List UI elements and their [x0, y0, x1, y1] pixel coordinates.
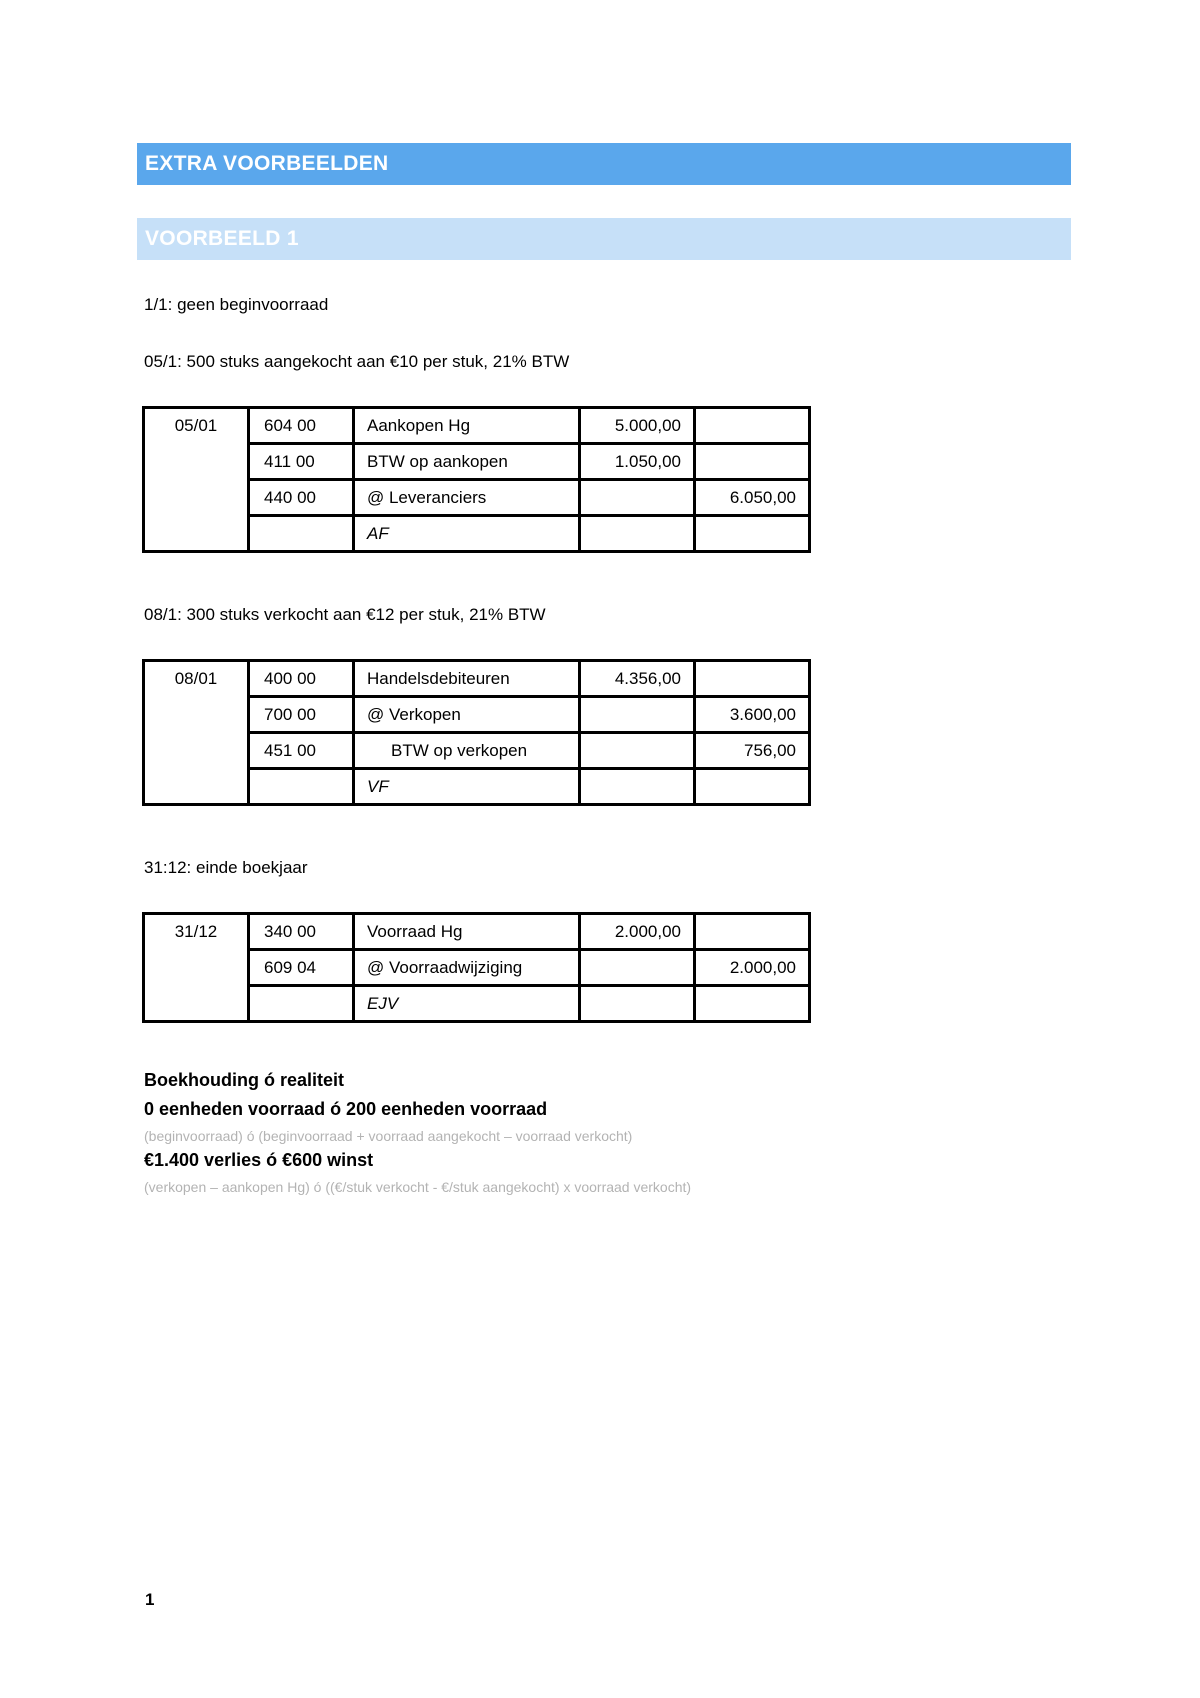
entry-date: 31/12: [144, 914, 249, 1022]
begin-inventory-line: 1/1: geen beginvoorraad: [144, 295, 329, 314]
account-name: @ Voorraadwijziging: [354, 950, 580, 986]
account-code: [249, 516, 354, 552]
page-number: 1: [145, 1590, 155, 1609]
table-row: [144, 914, 810, 950]
journal-entry-purchase: [142, 406, 811, 553]
debit-amount: 1.050,00: [580, 444, 695, 480]
example-heading: VOORBEELD 1: [137, 218, 1071, 260]
summary-result-note: (verkopen – aankopen Hg) ó ((€/stuk verkocht - €/stuk aangekocht) x voorraad verkocht): [144, 1179, 692, 1195]
account-code: [249, 769, 354, 805]
account-code: 700 00: [249, 697, 354, 733]
credit-amount: 2.000,00: [695, 950, 810, 986]
journal-code: AF: [354, 516, 580, 552]
credit-amount: [695, 914, 810, 950]
account-code: 340 00: [249, 914, 354, 950]
credit-amount: [695, 444, 810, 480]
yearend-line: 31:12: einde boekjaar: [144, 858, 308, 877]
credit-amount: [695, 516, 810, 552]
sale-line: 08/1: 300 stuks verkocht aan €12 per stuk, 21% BTW: [144, 605, 546, 624]
account-name: BTW op verkopen: [354, 733, 580, 769]
account-code: 400 00: [249, 661, 354, 697]
credit-amount: [695, 661, 810, 697]
account-name: BTW op aankopen: [354, 444, 580, 480]
summary-units: 0 eenheden voorraad ó 200 eenheden voorraad: [144, 1099, 548, 1119]
journal-code: VF: [354, 769, 580, 805]
account-name: Voorraad Hg: [354, 914, 580, 950]
table-row: [144, 408, 810, 444]
summary-result: €1.400 verlies ó €600 winst: [144, 1150, 374, 1170]
journal-code: EJV: [354, 986, 580, 1022]
entry-date: 08/01: [144, 661, 249, 805]
account-code: 451 00: [249, 733, 354, 769]
account-name: @ Leveranciers: [354, 480, 580, 516]
section-title: EXTRA VOORBEELDEN: [137, 143, 1071, 185]
journal-entry-sale: [142, 659, 811, 806]
entry-date: 05/01: [144, 408, 249, 552]
credit-amount: 3.600,00: [695, 697, 810, 733]
debit-amount: 4.356,00: [580, 661, 695, 697]
debit-amount: [580, 480, 695, 516]
debit-amount: [580, 697, 695, 733]
credit-amount: 6.050,00: [695, 480, 810, 516]
purchase-line: 05/1: 500 stuks aangekocht aan €10 per stuk, 21% BTW: [144, 352, 570, 371]
account-name: Aankopen Hg: [354, 408, 580, 444]
credit-amount: [695, 986, 810, 1022]
account-code: 440 00: [249, 480, 354, 516]
debit-amount: 5.000,00: [580, 408, 695, 444]
debit-amount: 2.000,00: [580, 914, 695, 950]
debit-amount: [580, 986, 695, 1022]
credit-amount: [695, 769, 810, 805]
table-row: [144, 661, 810, 697]
debit-amount: [580, 516, 695, 552]
credit-amount: 756,00: [695, 733, 810, 769]
debit-amount: [580, 769, 695, 805]
journal-entry-yearend: [142, 912, 811, 1023]
account-code: 604 00: [249, 408, 354, 444]
account-name: Handelsdebiteuren: [354, 661, 580, 697]
account-code: 411 00: [249, 444, 354, 480]
account-code: [249, 986, 354, 1022]
debit-amount: [580, 950, 695, 986]
debit-amount: [580, 733, 695, 769]
summary-units-note: (beginvoorraad) ó (beginvoorraad + voorraad aangekocht – voorraad verkocht): [144, 1128, 633, 1144]
summary-heading: Boekhouding ó realiteit: [144, 1070, 345, 1090]
account-code: 609 04: [249, 950, 354, 986]
credit-amount: [695, 408, 810, 444]
account-name: @ Verkopen: [354, 697, 580, 733]
